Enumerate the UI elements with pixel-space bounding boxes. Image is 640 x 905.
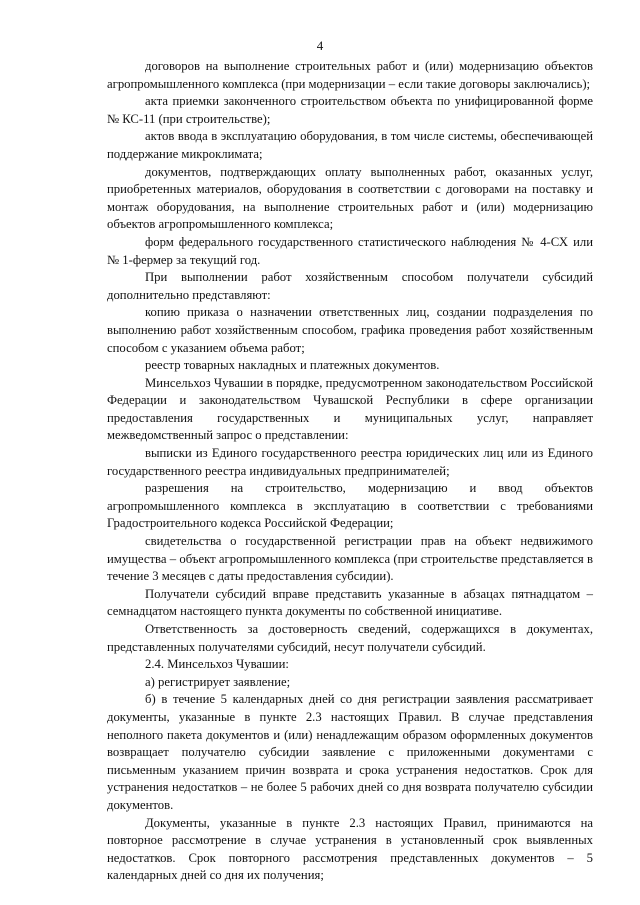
paragraph: При выполнении работ хозяйственным способом получатели субсидий дополнительно представляют: xyxy=(107,270,593,302)
paragraph: а) регистрирует заявление; xyxy=(145,674,291,689)
paragraph: разрешения на строительство, модернизацию и ввод объектов агропромышленного комплекса в эксплуатацию в соответствии с требованиями Градостроительного кодекса Российской Федерации; xyxy=(107,481,593,531)
paragraph: документов, подтверждающих оплату выполненных работ, оказанных услуг, приобретенных материалов, оборудования в соответствии с договорами на поставку и монтаж оборудования, на выполнение строительных работ и (или) модернизацию объектов агропромышленного комплекса; xyxy=(107,164,593,232)
paragraph: свидетельства о государственной регистрации прав на объект недвижимого имущества – объект агропромышленного комплекса (при строительстве представляется в течение 3 месяцев с даты предоставления субсидии). xyxy=(107,534,593,584)
paragraph: Получатели субсидий вправе представить указанные в абзацах пятнадцатом – семнадцатом настоящего пункта документы по собственной инициативе. xyxy=(107,586,593,619)
document-body xyxy=(107,58,593,885)
paragraph: Минсельхоз Чувашии в порядке, предусмотренном законодательством Российской Федерации и законодательством Чувашской Республики в сфере организации предоставления государственных и муниципальных услуг, направляет межведомственный запрос о представлении: xyxy=(107,375,593,443)
paragraph: б) в течение 5 календарных дней со дня регистрации заявления рассматривает документы, указанные в пункте 2.3 настоящих Правил. В случае представления неполного пакета документов и (или) ненадлежащим образом оформленных документов возвращает получателю субсидии заявление с приложенными документами с письменным указанием причин возврата и срока устранения недостатков. Срок для устранения недостатков – не более 5 рабочих дней со дня возврата получателю субсидии документов. xyxy=(107,692,593,812)
paragraph: копию приказа о назначении ответственных лиц, создании подразделения по выполнению работ хозяйственным способом, графика проведения работ хозяйственным способом с указанием объема работ; xyxy=(107,305,593,355)
paragraph: акта приемки законченного строительством объекта по унифицированной форме № КС-11 (при строительстве); xyxy=(107,94,593,126)
paragraph: реестр товарных накладных и платежных документов. xyxy=(145,358,440,373)
paragraph: Ответственность за достоверность сведений, содержащихся в документах, представленных получателями субсидий, несут получатели субсидий. xyxy=(107,622,593,654)
paragraph: договоров на выполнение строительных работ и (или) модернизацию объектов агропромышленного комплекса (при модернизации – если такие договоры заключались); xyxy=(107,59,593,91)
paragraph: выписки из Единого государственного реестра юридических лиц или из Единого государственного реестра индивидуальных предпринимателей; xyxy=(107,446,593,478)
page-number: 4 xyxy=(316,38,324,53)
paragraph: 2.4. Минсельхоз Чувашии: xyxy=(145,657,289,672)
paragraph: актов ввода в эксплуатацию оборудования, в том числе системы, обеспечивающей поддержание микроклимата; xyxy=(107,129,593,161)
paragraph: форм федерального государственного статистического наблюдения № 4-СХ или № 1-фермер за текущий год. xyxy=(107,234,593,267)
paragraph: Документы, указанные в пункте 2.3 настоящих Правил, принимаются на повторное рассмотрение в случае устранения в установленный срок выявленных недостатков. Срок повторного рассмотрения представленных документов – 5 календарных дней со дня их получения; xyxy=(107,815,593,883)
